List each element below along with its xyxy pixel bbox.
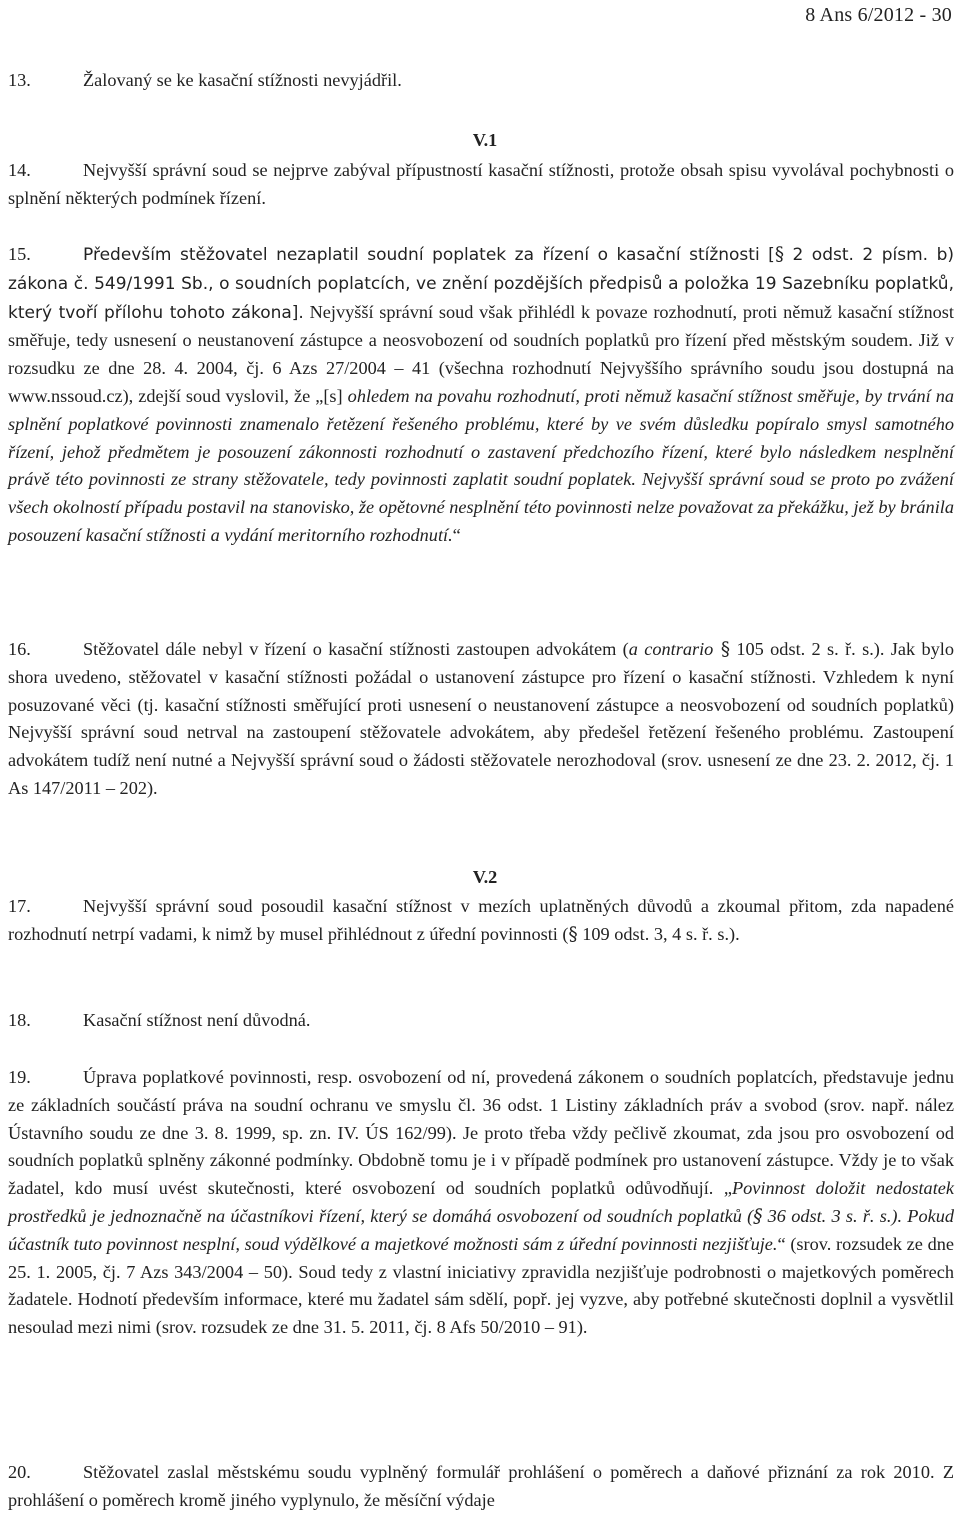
paragraph-number: 17. (8, 896, 31, 916)
paragraph-number: 19. (8, 1067, 31, 1087)
paragraph-text: Stěžovatel dále nebyl v řízení o kasační stížnosti zastoupen advokátem ( (83, 639, 629, 659)
paragraph-20 (8, 1459, 954, 1515)
paragraph-text: Úprava poplatkové povinnosti, resp. osvobození od ní, provedená zákonem o soudních poplatcích, představuje jednu ze základních součástí práva na soudní ochranu ve smyslu čl. 36 odst. 1 Listiny základních práv a svobod (srov. např. nález Ústavního soudu ze dne 3. 8. 1999, sp. zn. IV. ÚS 162/99). Je proto třeba vždy pečlivě zkoumat, zda jsou pro osvobození od soudních poplatků splněny zákonné podmínky. Obdobně tomu je i v případě podmínek pro ustanovení zástupce. Vždy je to však žadatel, kdo musí uvést skutečnosti, které osvobození od soudních poplatků odůvodňují. „ (8, 1067, 954, 1199)
paragraph-14 (8, 157, 954, 213)
section-sign: § (753, 1205, 763, 1227)
quoted-judgment: ohledem na povahu rozhodnutí, proti němuž kasační stížnost směřuje, by trvání na splnění poplatkové povinnosti znamenalo řetězení řešeného problému, které by ve svém důsledku popíralo smysl samotného řízení, jehož předmětem je posouzení zákonnosti rozhodnutí o zastavení předchozího řízení, které bylo následkem nesplnění právě této povinnosti ze strany stěžovatele, tedy povinnosti zaplatit soudní poplatek. Nejvyšší správní soud se proto po zvážení všech okolností případu postavil na stanovisko, že opětovné nesplnění této povinnosti nelze považovat za překážku, jež by bránila posouzení kasační stížnosti a vydání meritorního rozhodnutí. (8, 385, 955, 545)
paragraph-17 (8, 893, 954, 949)
paragraph-18 (8, 1007, 954, 1035)
paragraph-number: 18. (8, 1010, 31, 1030)
paragraph-13 (8, 67, 954, 95)
paragraph-text: Kasační stížnost není důvodná. (83, 1010, 311, 1030)
paragraph-text: 109 odst. 3, 4 s. ř. s.). (577, 923, 740, 944)
section-heading-v2: V.2 (472, 867, 498, 887)
quoted-judgment: Povinnost doložit nedostatek prostředků je jednoznačně na účastníkovi řízení, který se domáhá osvobození od soudních poplatků ( (8, 1178, 954, 1226)
latin-phrase: a contrario (628, 639, 714, 659)
section-sign: § (774, 244, 784, 265)
paragraph-text: Žalovaný se ke kasační stížnosti nevyjádřil. (83, 70, 402, 90)
paragraph-number: 20. (8, 1462, 31, 1482)
closing-quote: “ (452, 524, 461, 545)
paragraph-text: Především stěžovatel nezaplatil soudní poplatek za řízení o kasační stížnosti [ (83, 245, 775, 265)
section-heading-v1: V.1 (472, 130, 498, 150)
quoted-judgment: 36 odst. 3 s. ř. s.). Pokud účastník tuto povinnost nesplní, soud výdělkové a majetkové možnosti sám z úřední povinnosti nezjišťuje. (8, 1205, 954, 1254)
paragraph-number: 13. (8, 70, 31, 90)
case-reference: 8 Ans 6/2012 - 30 (805, 4, 952, 26)
paragraph-text: 2 odst. 2 písm. b) zákona č. 549/1991 Sb., o soudních poplatcích, ve znění pozdějších předpisů a položka 19 Sazebníku poplatků, který tvoří přílohu tohoto zákona]. (8, 245, 954, 323)
paragraph-text: “ (srov. rozsudek ze dne 25. 1. 2005, čj. 7 Azs 343/2004 – 50). Soud tedy z vlastní iniciativy zpravidla nezjišťuje podrobnosti o majetkových poměrech žadatele. Hodnotí především informace, které mu žadatel sám sdělí, popř. jej vyzve, aby potřebné skutečnosti doplnil a vysvětlil nesoulad mezi nimi (srov. rozsudek ze dne 31. 5. 2011, čj. 8 Afs 50/2010 – 91). (8, 1233, 955, 1338)
paragraph-19 (8, 1064, 954, 1342)
paragraph-15 (8, 241, 954, 550)
paragraph-text: Nejvyšší správní soud se nejprve zabýval přípustností kasační stížnosti, protože obsah spisu vyvolával pochybnosti o splnění některých podmínek řízení. (8, 160, 954, 208)
paragraph-text: Nejvyšší správní soud však přihlédl k povaze rozhodnutí, proti němuž kasační stížnost směřuje, tedy usnesení o neustanovení zástupce a neosvobození od soudních poplatků pro řízení před městským soudem. Již v rozsudku ze dne 28. 4. 2004, čj. 6 Azs 27/2004 – 41 (všechna rozhodnutí Nejvyššího správního soudu jsou dostupná na www.nssoud.cz), zdejší soud vyslovil, že „[s] (8, 301, 955, 406)
paragraph-16 (8, 636, 954, 803)
paragraph-number: 15. (8, 244, 31, 264)
section-sign: § (713, 639, 731, 660)
paragraph-text: Stěžovatel zaslal městskému soudu vyplněný formulář prohlášení o poměrech a daňové přiznání za rok 2010. Z prohlášení o poměrech kromě jiného vyplynulo, že měsíční výdaje (8, 1462, 954, 1510)
paragraph-number: 16. (8, 639, 31, 659)
paragraph-text: 105 odst. 2 s. ř. s.). Jak bylo shora uvedeno, stěžovatel v kasační stížnosti požádal o ustanovení zástupce pro řízení o kasační stížnosti. Vzhledem k nyní posuzované věci (tj. kasační stížnosti směřující proti usnesení o neustanovení zástupce a neosvobození od soudních poplatků) Nejvyšší správní soud netrval na zastoupení stěžovatele advokátem, aby předešel řetězení řešeného problému. Zastoupení advokátem tudíž není nutné a Nejvyšší správní soud o žádosti stěžovatele nerozhodoval (srov. usnesení ze dne 23. 2. 2012, čj. 1 As 147/2011 – 202). (8, 639, 955, 798)
section-sign: § (568, 923, 578, 945)
paragraph-number: 14. (8, 160, 31, 180)
paragraph-text: Nejvyšší správní soud posoudil kasační stížnost v mezích uplatněných důvodů a zkoumal přitom, zda napadené rozhodnutí netrpí vadami, k nimž by musel přihlédnout z úřední povinnosti ( (8, 896, 954, 944)
